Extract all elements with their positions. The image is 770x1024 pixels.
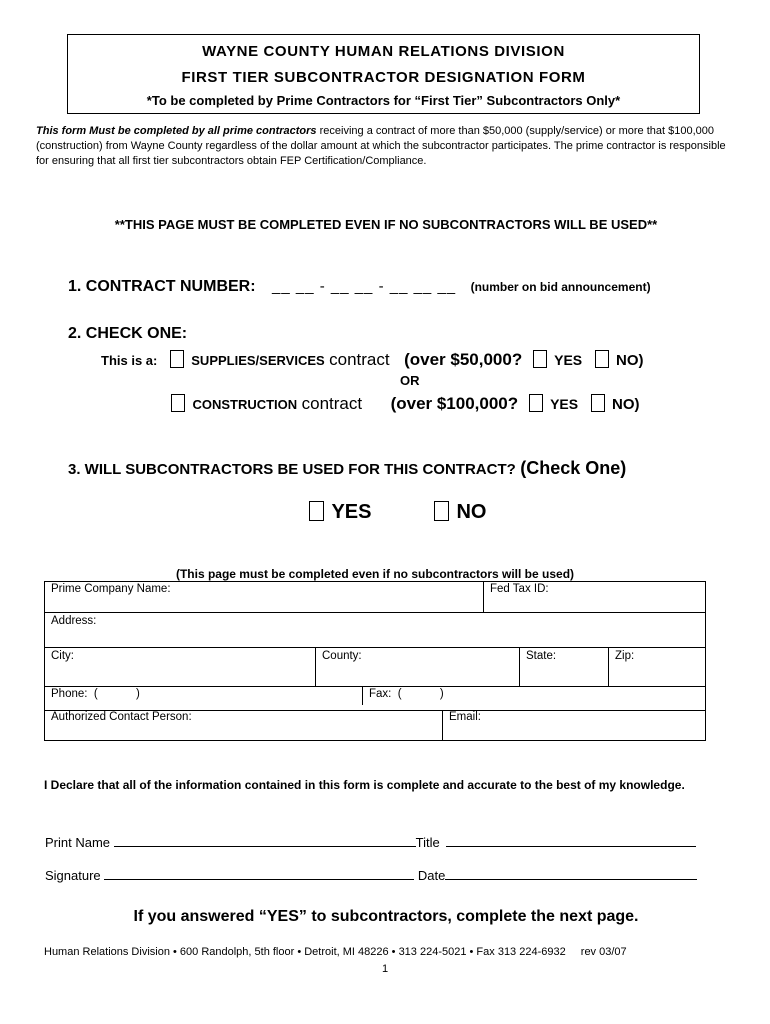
construction-no-checkbox[interactable] <box>591 394 605 412</box>
title-line[interactable] <box>446 833 696 847</box>
construction-yes-checkbox[interactable] <box>529 394 543 412</box>
date-line[interactable] <box>445 866 697 880</box>
subcontractors-yes-label: YES <box>331 501 372 523</box>
notice-banner: **THIS PAGE MUST BE COMPLETED EVEN IF NO SUBCONTRACTORS WILL BE USED** <box>114 217 658 232</box>
city-label: City: <box>51 650 74 662</box>
fed-tax-id-label: Fed Tax ID: <box>490 583 549 595</box>
subcontractors-question: 3. WILL SUBCONTRACTORS BE USED FOR THIS CONTRACT? <box>68 461 516 478</box>
authorized-contact-field[interactable] <box>45 711 443 740</box>
prime-company-name-label: Prime Company Name: <box>51 583 171 595</box>
signature-line[interactable] <box>104 866 414 880</box>
intro-paragraph <box>36 124 736 169</box>
supplies-contract-word: contract <box>329 350 390 369</box>
supplies-no-label: NO) <box>616 352 644 369</box>
authorized-contact-label: Authorized Contact Person: <box>51 711 192 723</box>
subcontractors-no-label: NO <box>456 501 487 523</box>
intro-text: receiving a contract of more than $50,000 (supply/service) or more that $100,000 (construction) from Wayne County regardless of the dollar amount at which the subcontractor participates. The prime contractor is responsible for ensuring that all first tier subcontractors obtain FEP Certification/Compliance. <box>36 125 726 167</box>
fax-label: Fax: ( ) <box>369 688 444 700</box>
supplies-yes-checkbox[interactable] <box>533 350 547 368</box>
zip-field[interactable] <box>609 648 705 686</box>
prime-company-name-field[interactable] <box>45 582 484 612</box>
or-label: OR <box>400 373 420 388</box>
intro-emphasis: This form Must be completed by all prime contractors <box>36 125 317 137</box>
section-contract-number <box>68 278 651 296</box>
subcontractors-yes-option[interactable] <box>309 501 371 524</box>
page-number: 1 <box>381 963 389 975</box>
fed-tax-id-field[interactable] <box>484 582 705 612</box>
email-field[interactable] <box>443 711 705 740</box>
construction-no-label: NO) <box>611 396 640 413</box>
date-label: Date <box>417 868 446 883</box>
table-caption: (This page must be completed even if no subcontractors will be used) <box>175 567 575 581</box>
construction-row <box>171 394 639 414</box>
address-field[interactable] <box>45 613 705 647</box>
print-name-row <box>45 833 696 850</box>
city-field[interactable] <box>45 648 316 686</box>
phone-label: Phone: ( ) <box>51 688 140 700</box>
address-label: Address: <box>51 615 97 627</box>
contract-number-hint: (number on bid announcement) <box>470 280 651 294</box>
subcontractors-yes-checkbox[interactable] <box>309 501 324 521</box>
construction-checkbox[interactable] <box>171 394 185 412</box>
page-footer <box>44 946 734 958</box>
company-info-table <box>44 581 706 741</box>
state-field[interactable] <box>520 648 609 686</box>
declaration-text: I Declare that all of the information contained in this form is complete and accurate to the best of my knowledge. <box>44 778 685 792</box>
supplies-row <box>101 350 644 370</box>
header-subtitle: *To be completed by Prime Contractors for “First Tier” Subcontractors Only* <box>146 93 621 108</box>
construction-label: CONSTRUCTION <box>192 397 298 412</box>
title-label: Title <box>415 835 440 850</box>
state-label: State: <box>526 650 557 662</box>
construction-threshold: (over $100,000? <box>390 394 519 413</box>
zip-label: Zip: <box>615 650 635 662</box>
header-title-line1: WAYNE COUNTY HUMAN RELATIONS DIVISION <box>202 43 565 60</box>
contract-number-blanks[interactable]: __ __ - __ __ - __ __ __ <box>272 278 457 295</box>
closing-instruction: If you answered “YES” to subcontractors, complete the next page. <box>133 908 639 925</box>
footer-address: Human Relations Division • 600 Randolph, 5th floor • Detroit, MI 48226 • 313 224-5021 • Fax 313 224-6932 <box>44 946 566 958</box>
print-name-label: Print Name <box>45 835 111 850</box>
fax-field[interactable] <box>363 687 705 705</box>
supplies-threshold: (over $50,000? <box>404 350 523 369</box>
supplies-label: SUPPLIES/SERVICES <box>191 353 325 368</box>
county-field[interactable] <box>316 648 520 686</box>
subcontractors-no-option[interactable] <box>434 501 486 524</box>
footer-revision: rev 03/07 <box>580 946 627 958</box>
construction-contract-word: contract <box>301 394 363 413</box>
email-label: Email: <box>449 711 481 723</box>
supplies-no-checkbox[interactable] <box>595 350 609 368</box>
this-is-a-label: This is a: <box>101 353 158 368</box>
print-name-line[interactable] <box>114 833 416 847</box>
phone-field[interactable] <box>45 687 363 705</box>
section-subcontractors <box>68 458 626 479</box>
construction-yes-label: YES <box>550 396 579 412</box>
supplies-checkbox[interactable] <box>170 350 184 368</box>
check-one-hint: (Check One) <box>520 458 627 478</box>
subcontractors-no-checkbox[interactable] <box>434 501 449 521</box>
county-label: County: <box>322 650 362 662</box>
contract-number-label: 1. CONTRACT NUMBER: <box>68 278 256 295</box>
header-title-line2: FIRST TIER SUBCONTRACTOR DESIGNATION FORM <box>181 69 586 86</box>
section-check-one-label: 2. CHECK ONE: <box>68 325 188 342</box>
supplies-yes-label: YES <box>554 352 583 368</box>
signature-row <box>45 866 697 883</box>
signature-label: Signature <box>45 868 101 883</box>
